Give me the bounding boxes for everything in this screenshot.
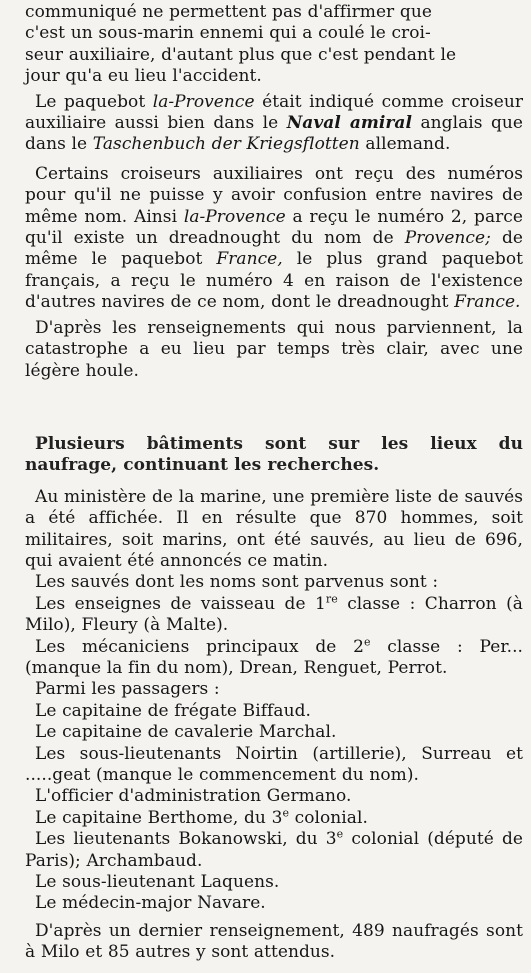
paragraph-15 [25,808,523,829]
paragraph-6: Au ministère de la marine, une première liste de sauvés a été affichée. Il en résulte que 870 hommes, soit militaires, soit marins, ont été sauvés, au lieu de 696, qui avaient été annoncés ce matin. [25,486,523,571]
paragraph-10: Parmi les passagers : [35,679,220,700]
regiment-suffix: e [336,827,344,841]
paragraph-11: Le capitaine de frégate Biffaud. [35,700,311,721]
text-segment: colonial. [289,807,368,828]
text-segment: de même le paquebot [25,228,523,270]
paragraph-3 [25,164,523,314]
paragraph-8 [25,594,523,637]
paragraph-9 [25,634,523,680]
text-segment: classe : Charron (à Milo), Fleury (à Malte). [25,593,523,636]
class-suffix: re [325,592,338,606]
publication-name-taschenbuch: Taschenbuch der Kriegsflotten [92,134,360,155]
publication-name-naval-amiral: Naval amiral [286,113,413,134]
ship-name-provence-2: la-Provence [183,206,286,227]
paragraph-13: Les sous-lieutenants Noirtin (artillerie), Surreau et .....geat (manque le commencement du nom). [25,743,523,785]
line-3: seur auxiliaire, d'autant plus que c'est pendant le [25,44,457,65]
section-gap [25,382,523,434]
article-column [25,2,523,964]
text-segment: Les enseignes de vaisseau de 1 [35,593,326,614]
regiment-suffix: e [282,806,289,820]
text-segment: Certains croiseurs auxiliaires ont reçu des numéros pour qu'il ne puisse y avoir confusion entre navires de même nom. Ainsi [25,163,523,227]
text-segment: Le paquebot [35,91,153,112]
ship-name-provence: la-Provence [152,91,255,112]
text-segment: a reçu le numéro 2, parce qu'il existe un dreadnought du nom de [25,206,523,249]
paragraph-19: D'après un dernier renseignement, 489 naufragés sont à Milo et 85 autres y sont attendus. [25,920,523,963]
paragraph-18: Le médecin-major Navare. [35,893,266,914]
text-segment: Les lieutenants Bokanowski, du 3 [35,829,337,850]
paragraph-16 [25,829,523,872]
text-segment: le plus grand paquebot français, a reçu le numéro 4 en raison de l'existence d'autres navires de ce nom, dont le dreadnought [25,249,523,313]
ship-name-france-2: France. [454,292,521,313]
line-2: c'est un sous-marin ennemi qui a coulé le croi- [25,23,431,44]
paragraph-5: Plusieurs bâtiments sont sur les lieux du naufrage, continuant les recherches. [25,433,523,476]
text-segment: anglais que dans le [25,113,523,155]
class-suffix: e [364,634,371,648]
line-1: communiqué ne permettent pas d'affirmer que [25,2,432,22]
paragraph-14: L'officier d'administration Germano. [35,786,352,807]
text-segment: était indiqué comme croiseur auxiliaire aussi bien dans le [25,91,523,134]
ship-name-provence-3: Provence; [404,228,491,249]
text-segment: allemand. [359,134,451,155]
paragraph-2 [25,92,523,156]
paragraph-12: Le capitaine de cavalerie Marchal. [35,722,337,743]
paragraph-1 [25,2,523,88]
text-segment: classe : Per... (manque la fin du nom), Drean, Renguet, Perrot. [25,636,523,678]
paragraph-17: Le sous-lieutenant Laquens. [35,872,280,893]
text-segment: Le capitaine Berthome, du 3 [35,807,283,828]
ship-name-france: France, [216,249,283,270]
line-4: jour qu'a eu lieu l'accident. [25,66,262,87]
paragraph-4: D'après les renseignements qui nous parviennent, la catastrophe a eu lieu par temps très clair, avec une légère houle. [25,317,523,381]
text-segment: colonial (député de Paris); Archambaud. [25,829,523,871]
text-segment: Les mécaniciens principaux de 2 [35,636,364,657]
paragraph-7: Les sauvés dont les noms sont parvenus sont : [35,572,439,593]
